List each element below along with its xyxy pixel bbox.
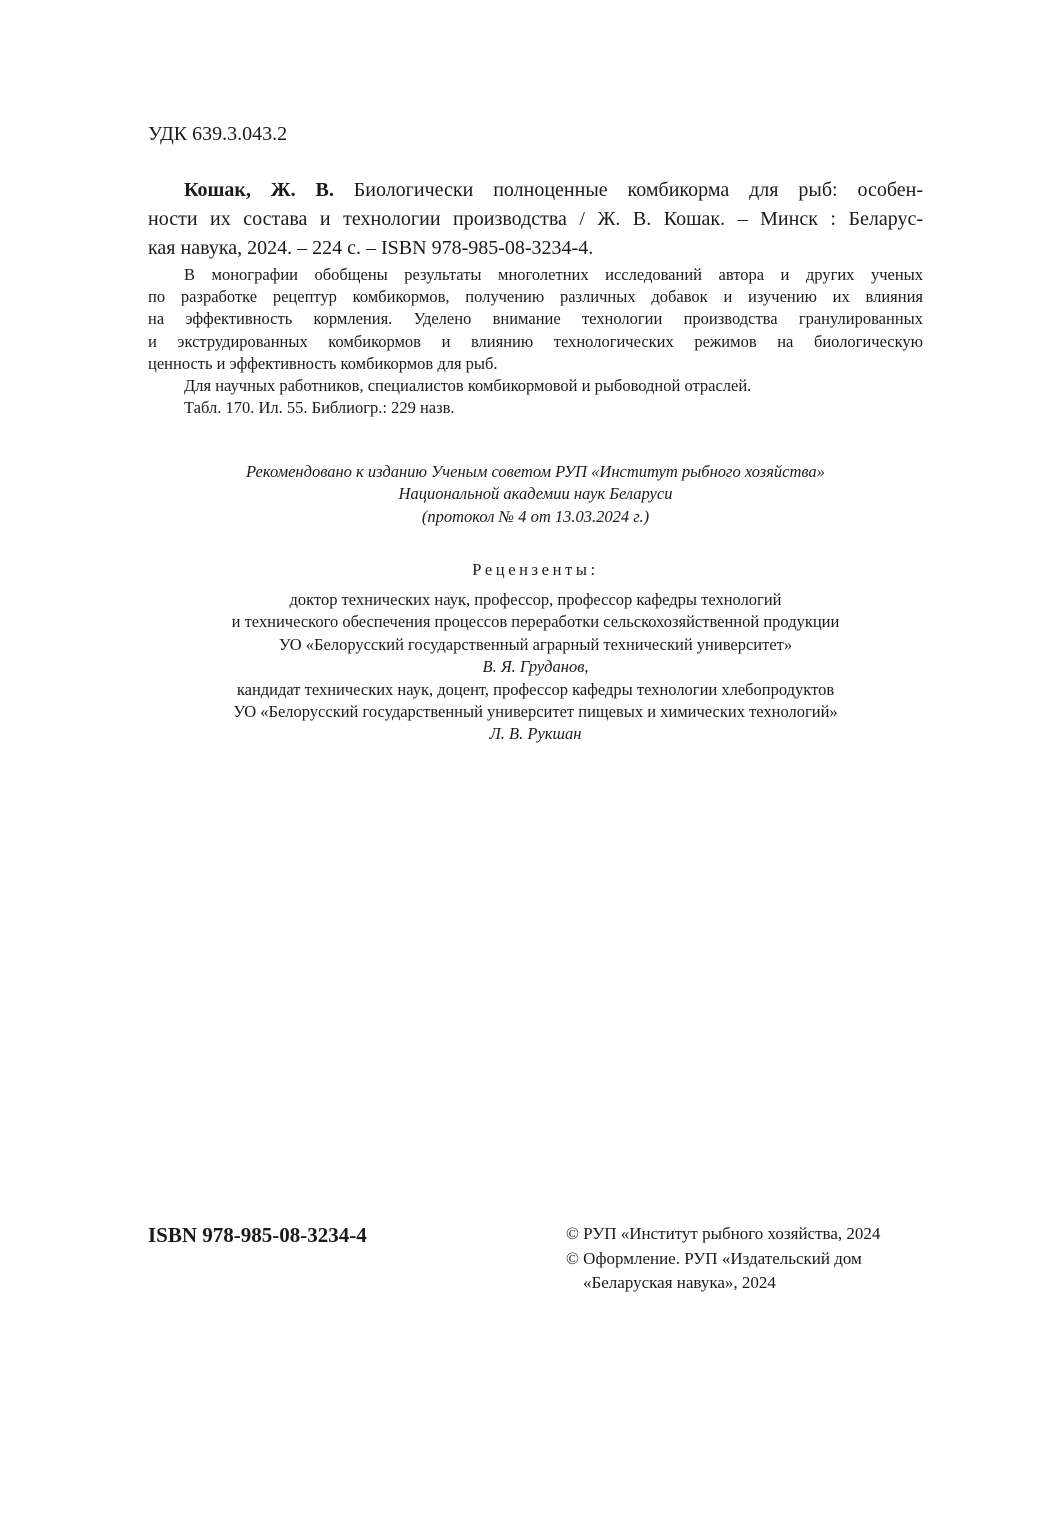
- copyright-block: [566, 1222, 880, 1296]
- recommendation-line: Национальной академии наук Беларуси: [398, 484, 673, 504]
- isbn: ISBN 978-985-08-3234-4: [148, 1223, 367, 1247]
- reviewer-2-affiliation: УО «Белорусский государственный университет пищевых и химических технологий»: [233, 702, 838, 722]
- copyright-line: © Оформление. РУП «Издательский дом: [566, 1248, 862, 1268]
- annotation-line: и экструдированных комбикормов и влиянию технологических режимов на биологическую: [148, 331, 923, 351]
- publication-recommendation: [148, 461, 923, 528]
- annotation-line: В монографии обобщены результаты многолетних исследований автора и других ученых: [184, 265, 923, 284]
- citation-title-start: Биологически полноценные комбикорма для рыб: особен-: [333, 179, 923, 201]
- recommendation-line: Рекомендовано к изданию Ученым советом РУП «Институт рыбного хозяйства»: [246, 462, 825, 481]
- reviewer-1-name: В. Я. Груданов: [482, 657, 585, 677]
- reviewer-1-credentials: и технического обеспечения процессов переработки сельскохозяйственной продукции: [231, 612, 840, 632]
- copyright-line: «Беларуская навука», 2024: [583, 1273, 776, 1292]
- reviewer-1-name-suffix: ,: [584, 657, 589, 677]
- udk-code: УДК 639.3.043.2: [148, 123, 288, 145]
- annotation-line: ценность и эффективность комбикормов для рыб.: [148, 353, 498, 373]
- citation-line-2: ности их состава и технологии производства / Ж. В. Кошак. – Минск : Беларус-: [148, 208, 923, 230]
- annotation-audience: Для научных работников, специалистов комбикормовой и рыбоводной отраслей.: [184, 376, 752, 396]
- annotation: [148, 264, 923, 419]
- annotation-line: на эффективность кормления. Уделено внимание технологии производства гранулированных: [148, 309, 923, 329]
- reviewers-list: [148, 589, 923, 746]
- citation-line-1: [148, 176, 923, 205]
- copyright-line: © РУП «Институт рыбного хозяйства, 2024: [566, 1224, 881, 1243]
- annotation-stats: Табл. 170. Ил. 55. Библиогр.: 229 назв.: [184, 398, 455, 418]
- reviewer-2-credentials: кандидат технических наук, доцент, профессор кафедры технологии хлебопродуктов: [236, 679, 835, 699]
- citation-author: Кошак, Ж. В.: [184, 179, 334, 201]
- reviewer-1-affiliation: УО «Белорусский государственный аграрный технический университет»: [278, 634, 793, 654]
- reviewer-1-name-line: [148, 656, 923, 678]
- recommendation-line: (протокол № 4 от 13.03.2024 г.): [421, 506, 650, 526]
- citation-line-3: кая навука, 2024. – 224 с. – ISBN 978-985-08-3234-4.: [148, 237, 594, 259]
- reviewer-2-name: Л. В. Рукшан: [489, 724, 582, 744]
- bibliographic-citation: [148, 176, 923, 263]
- reviewer-1-credentials: доктор технических наук, профессор, профессор кафедры технологий: [289, 590, 782, 609]
- reviewers-heading: Рецензенты:: [472, 560, 599, 579]
- annotation-line: по разработке рецептур комбикормов, получению различных добавок и изучению их влияния: [148, 287, 923, 307]
